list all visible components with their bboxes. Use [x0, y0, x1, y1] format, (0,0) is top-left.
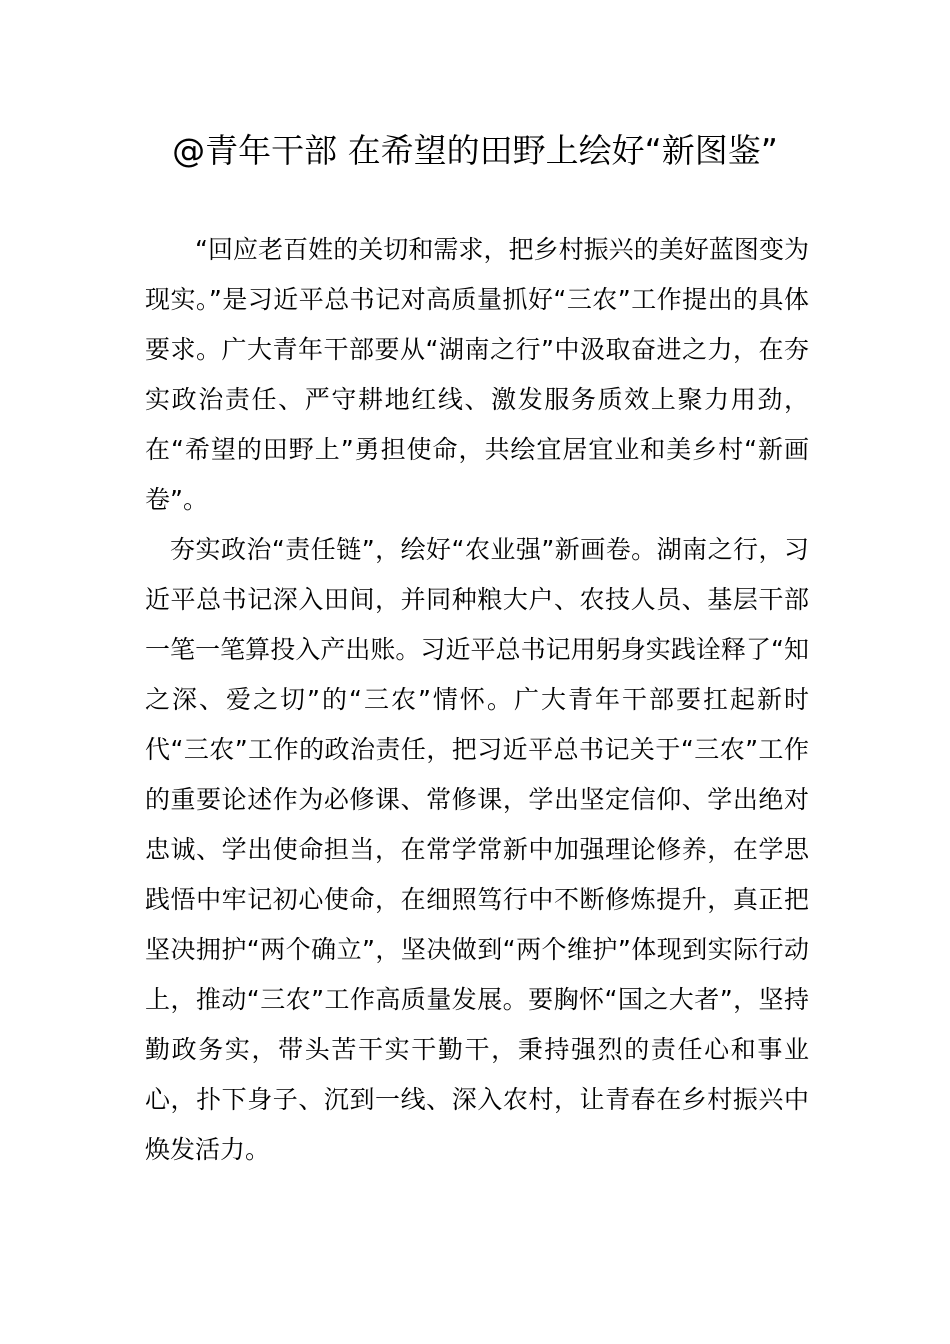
paragraph-political-responsibility: 夯实政治“责任链”，绘好“农业强”新画卷。湖南之行，习近平总书记深入田间，并同种粮大户、农技人员、基层干部一笔一笔算投入产出账。习近平总书记用躬身实践诠释了“知之深、爱之切”的“三农”情怀。广大青年干部要扛起新时代“三农”工作的政治责任，把习近平总书记关于“三农”工作的重要论述作为必修课、常修课，学出坚定信仰、学出绝对忠诚、学出使命担当，在常学常新中加强理论修养，在学思践悟中牢记初心使命，在细照笃行中不断修炼提升，真正把坚决拥护“两个确立”，坚决做到“两个维护”体现到实际行动上，推动“三农”工作高质量发展。要胸怀“国之大者”，坚持勤政务实，带头苦干实干勤干，秉持强烈的责任心和事业心，扑下身子、沉到一线、深入农村，让青春在乡村振兴中焕发活力。	[145, 535, 809, 1164]
paragraph-intro: “回应老百姓的关切和需求，把乡村振兴的美好蓝图变为现实。”是习近平总书记对高质量抓好“三农”工作提出的具体要求。广大青年干部要从“湖南之行”中汲取奋进之力，在夯实政治责任、严守耕地红线、激发服务质效上聚力用劲，在“希望的田野上”勇担使命，共绘宜居宜业和美乡村“新画卷”。	[145, 235, 809, 514]
document-title: @青年干部 在希望的田野上绘好“新图鉴”	[172, 131, 778, 170]
document-body	[145, 225, 809, 1175]
